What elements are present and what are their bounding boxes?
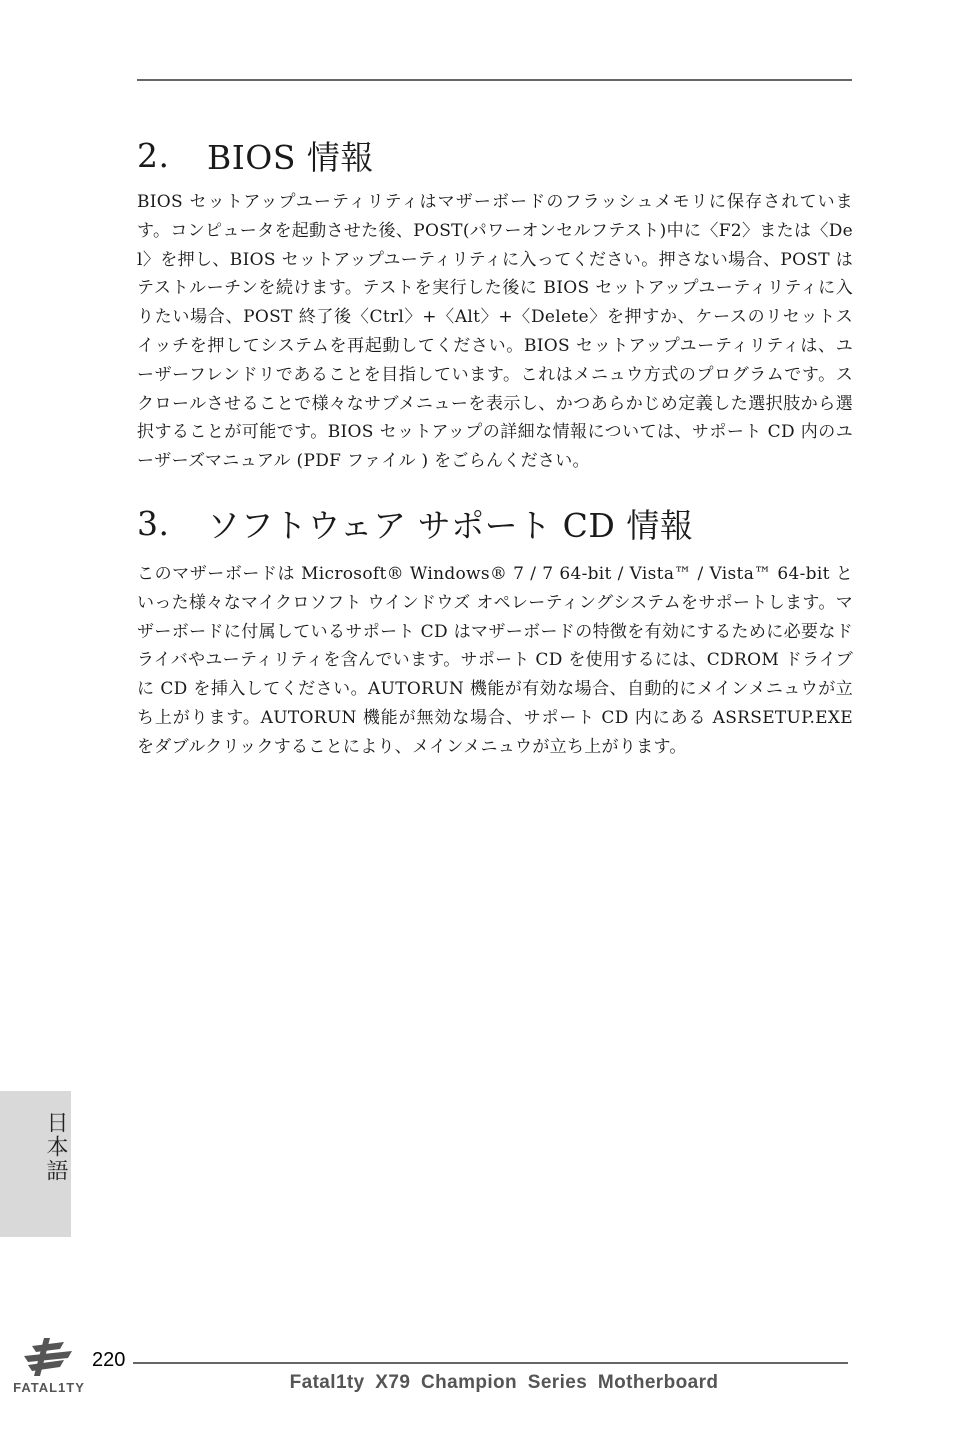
section-heading xyxy=(137,130,853,180)
section-title: ソフトウェア サポート CD 情報 xyxy=(207,505,694,545)
language-side-tab xyxy=(0,1091,71,1237)
footer-title: Fatal1ty X79 Champion Series Motherboard xyxy=(289,1372,719,1393)
section-number: 3. xyxy=(137,503,170,543)
section-body: BIOS セットアップユーティリティはマザーボードのフラッシュメモリに保存されています。コンピュータを起動させた後、POST(パワーオンセルフテスト)中に〈F2〉または〈Del〉を押し、BIOS セットアップユーティリティに入ってください。押さない場合、POST はテストルーチンを続けます。テストを実行した後に BIOS セットアップユーティリティに入りたい場合、POST 終了後〈Ctrl〉+〈Alt〉+〈Delete〉を押すか、ケースのリセットスイッチを押してシステムを再起動してください。BIOS セットアップユーティリティは、ユーザーフレンドリであることを目指しています。これはメニュウ方式のプログラムです。スクロールさせることで様々なサブメニューを表示し、かつあらかじめ定義した選択肢から選択することが可能です。BIOS セットアップの詳細な情報については、サポート CD 内のユーザーズマニュアル (PDF ファイル ) をごらんください。 xyxy=(137,192,853,472)
section-support-cd-info xyxy=(137,498,853,762)
language-tab-label: 日本語 xyxy=(43,1111,68,1183)
logo-text: FATAL1TY xyxy=(13,1380,85,1395)
section-heading xyxy=(137,498,853,548)
section-title: BIOS 情報 xyxy=(207,137,374,177)
logo-emblem-icon xyxy=(24,1338,72,1376)
footer-rule xyxy=(133,1362,848,1364)
section-number: 2. xyxy=(137,135,170,175)
fatal1ty-logo xyxy=(6,1336,92,1402)
page-number: 220 xyxy=(92,1349,126,1371)
section-bios-info xyxy=(137,130,853,476)
header-rule xyxy=(137,79,852,81)
section-body: このマザーボードは Microsoft® Windows® 7 / 7 64-bit / Vista™ / Vista™ 64-bit といった様々なマイクロソフト ウインドウズ オペレーティングシステムをサポートします。マザーボードに付属しているサポート CD はマザーボードの特徴を有効にするために必要なドライバやユーティリティを含んでいます。サポート CD を使用するには、CDROM ドライブに CD を挿入してください。AUTORUN 機能が有効な場合、自動的にメインメニュウが立ち上がります。AUTORUN 機能が無効な場合、サポート CD 内にある ASRSETUP.EXE をダブルクリックすることにより、メインメニュウが立ち上がります。 xyxy=(137,564,853,757)
